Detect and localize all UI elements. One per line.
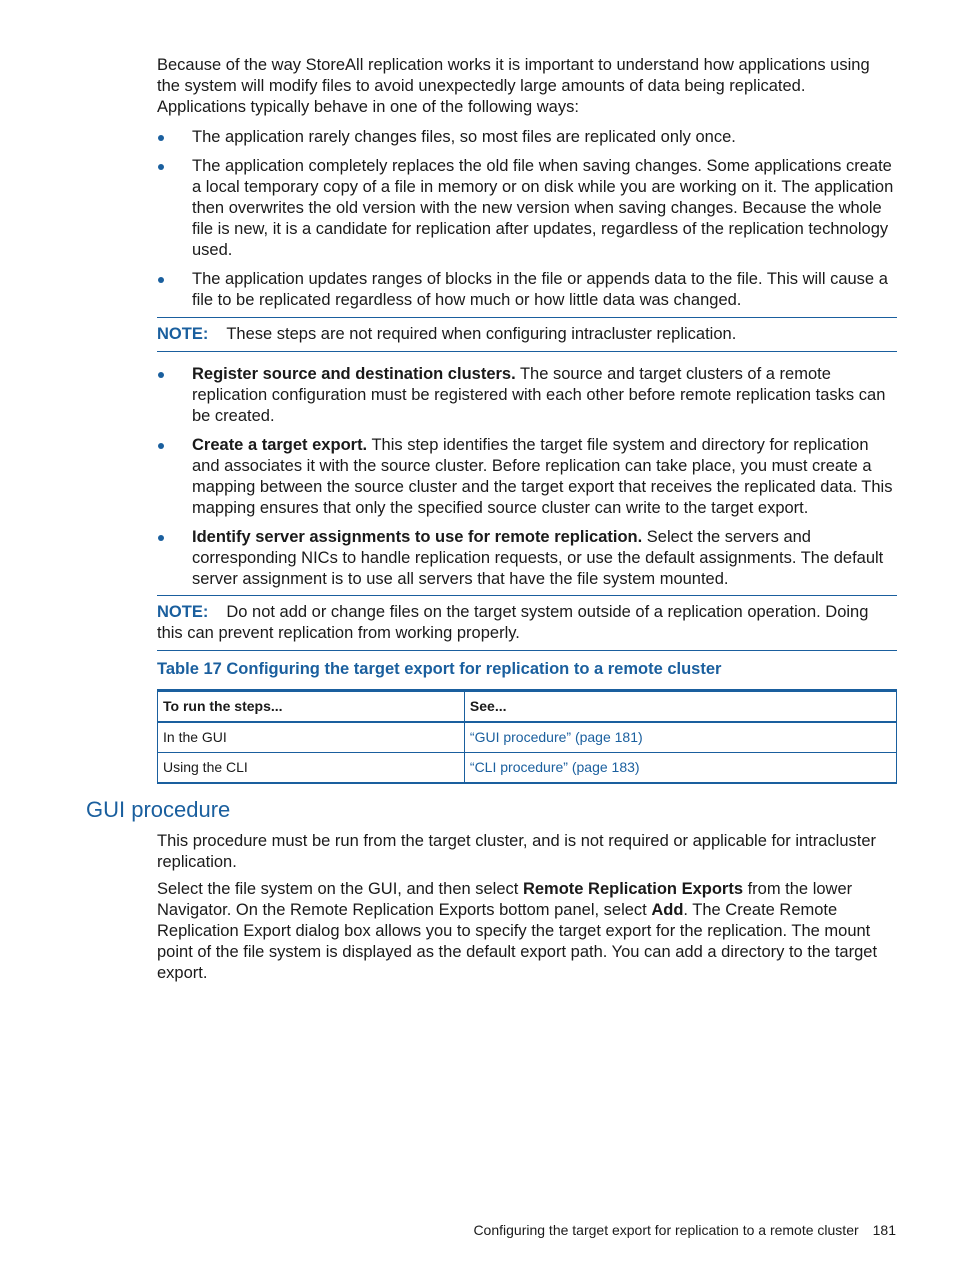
- note-label: NOTE:: [157, 603, 209, 621]
- bullet-icon: [158, 164, 164, 170]
- footer-title: Configuring the target export for replication to a remote cluster: [473, 1222, 859, 1238]
- note-label: NOTE:: [157, 325, 209, 343]
- note-box: [157, 595, 897, 651]
- table-header: See...: [464, 691, 896, 723]
- cli-procedure-link[interactable]: “CLI procedure” (page 183): [464, 753, 896, 784]
- table-row: [158, 753, 897, 784]
- list-item: Create a target export. This step identifies the target file system and directory for replication and associates it with the source cluster. Before replication can take place, you must create a mapping between the source cluster and the target export that receives the replicated data. This mapping ensures that only the specified source cluster can write to the target export.: [157, 435, 897, 519]
- section-paragraph: Select the file system on the GUI, and then select Remote Replication Exports from the lower Navigator. On the Remote Replication Exports bottom panel, select Add. The Create Remote Replication Export dialog box allows you to specify the target export for the replication. The mount point of the file system is displayed as the default export path. You can add a directory to the target export.: [157, 880, 878, 982]
- note-box: [157, 317, 897, 352]
- table-header: To run the steps...: [158, 691, 465, 723]
- list-item: The application completely replaces the old file when saving changes. Some applications create a local temporary copy of a file in memory or on disk while you are working on it. The application then overwrites the old version with the new version when saving changes. Because the whole file is new, it is a candidate for replication after updates, regardless of the replication technology used.: [157, 156, 897, 261]
- section-paragraph: This procedure must be run from the target cluster, and is not required or applicable for intracluster replication.: [157, 832, 877, 871]
- note-text: Do not add or change files on the target system outside of a replication operation. Doing this can prevent replication from working properly.: [157, 603, 869, 642]
- behavior-list: [157, 127, 897, 319]
- page-footer: [473, 1222, 896, 1238]
- bullet-icon: [158, 135, 164, 141]
- list-item: Register source and destination clusters. The source and target clusters of a remote replication configuration must be registered with each other before remote replication tasks can be created.: [157, 364, 897, 427]
- table-caption: Table 17 Configuring the target export for replication to a remote cluster: [157, 660, 722, 678]
- list-item: The application rarely changes files, so most files are replicated only once.: [157, 127, 897, 148]
- gui-procedure-link[interactable]: “GUI procedure” (page 181): [464, 722, 896, 753]
- bullet-icon: [158, 443, 164, 449]
- bullet-icon: [158, 372, 164, 378]
- table-cell: In the GUI: [158, 722, 465, 753]
- steps-list: [157, 364, 897, 598]
- table-cell: Using the CLI: [158, 753, 465, 784]
- list-item: Identify server assignments to use for remote replication. Select the servers and corresponding NICs to handle replication requests, or use the default assignments. The default server assignment is to use all servers that have the file system mounted.: [157, 527, 897, 590]
- section-heading: GUI procedure: [86, 797, 231, 822]
- note-text: These steps are not required when configuring intracluster replication.: [226, 325, 737, 343]
- list-item: The application updates ranges of blocks in the file or appends data to the file. This will cause a file to be replicated regardless of how much or how little data was changed.: [157, 269, 897, 311]
- bullet-icon: [158, 535, 164, 541]
- table-row: [158, 722, 897, 753]
- bullet-icon: [158, 277, 164, 283]
- intro-paragraph: Because of the way StoreAll replication works it is important to understand how applications using the system will modify files to avoid unexpectedly large amounts of data being replicated. Applications typically behave in one of the following ways:: [157, 56, 870, 116]
- procedure-table: [157, 689, 897, 784]
- page-number: 181: [872, 1222, 896, 1238]
